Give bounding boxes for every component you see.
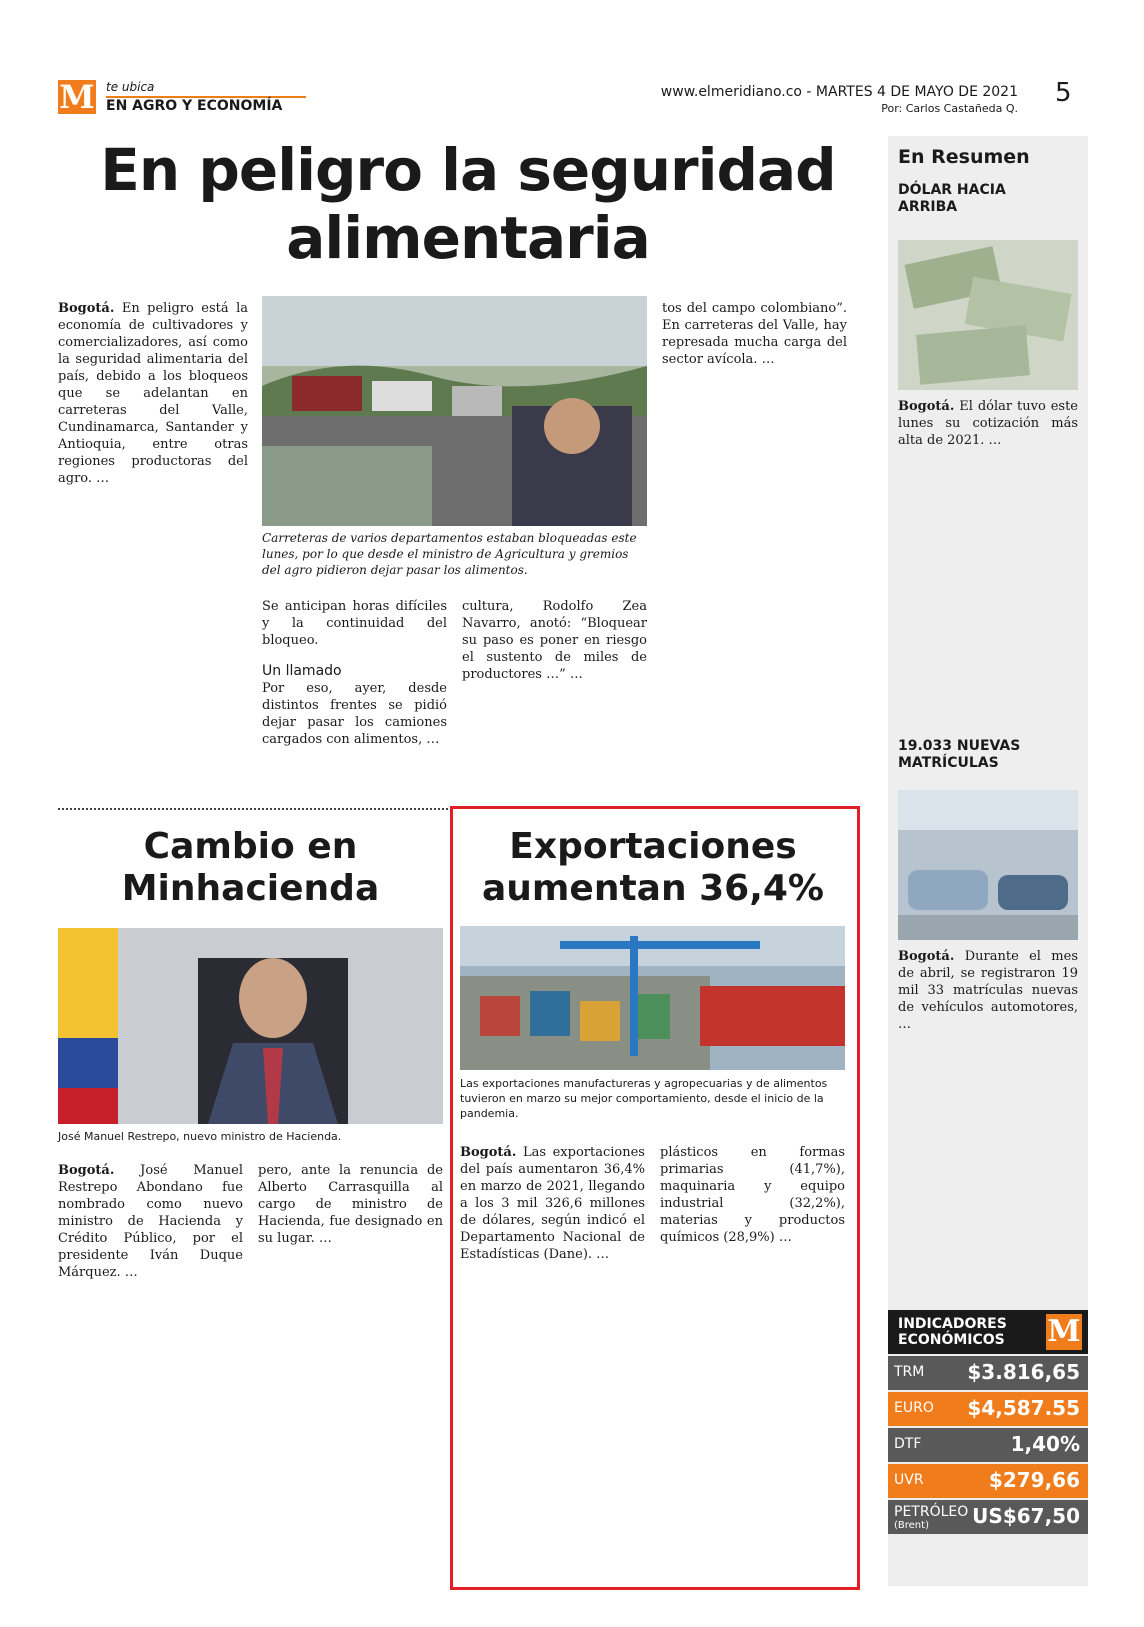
indicator-dtf (888, 1428, 1088, 1462)
site-and-date: www.elmeridiano.co - MARTES 4 DE MAYO DE 2021 (660, 84, 1018, 100)
indicator-value: $4,587.55 (967, 1396, 1080, 1420)
indicator-label: PETRÓLEO (894, 1504, 969, 1520)
indicator-label: UVR (894, 1472, 924, 1488)
minhacienda-col2: pero, ante la renuncia de Alberto Carrasquilla al cargo de ministro de Hacienda, fue designado en su lugar. … (258, 1163, 443, 1246)
indicator-value: US$67,50 (972, 1504, 1080, 1528)
exportaciones-headline-line2: aumentan 36,4% (481, 868, 825, 909)
lead-headline (58, 136, 878, 272)
exportaciones-dateline: Bogotá. (460, 1145, 517, 1160)
sidebar-item2-dateline: Bogotá. (898, 949, 955, 964)
lead-headline-line1: En peligro la seguridad (100, 136, 836, 204)
road-blockade-photo (262, 296, 647, 526)
dotted-divider (58, 808, 448, 810)
port-containers-photo (460, 926, 845, 1070)
meridiano-logo: M (59, 78, 95, 116)
lead-col1-text: En peligro está la economía de cultivadores y comercializadores, así como la seguridad alimentaria del país, debido a los bloqueos que se adelantan en carreteras del Valle, Cundinamarca, Santander y Antioquia, entre otras regiones productoras del agro. … (58, 301, 248, 486)
indicator-uvr (888, 1464, 1088, 1498)
exportaciones-col1-text: Las exportaciones del país aumentaron 36,4% en marzo de 2021, llegando a los 3 mil 326,6 millones de dólares, según indicó el Departamento Nacional de Estadísticas (Dane). … (460, 1145, 645, 1262)
section-tagline: te ubica (106, 80, 155, 94)
lead-dateline: Bogotá. (58, 301, 115, 316)
exportaciones-col1 (460, 1144, 645, 1263)
minister-photo (58, 928, 443, 1124)
exportaciones-col2: plásticos en formas primarias (41,7%), maquinaria y equipo industrial (32,2%), materias y productos químicos (28,9%) … (660, 1145, 845, 1245)
sidebar-item1-dateline: Bogotá. (898, 399, 955, 414)
sidebar-item1-text: El dólar tuvo este lunes su cotización más alta de 2021. … (898, 399, 1078, 448)
sidebar-item2-body (898, 948, 1078, 1033)
dollar-bills-photo (898, 240, 1078, 390)
lead-col4: tos del campo colombiano”. En carreteras del Valle, hay represada mucha carga del sector avícola. … (662, 301, 847, 367)
indicators-title-line2: ECONÓMICOS (898, 1332, 1005, 1348)
indicator-label: DTF (894, 1436, 922, 1452)
exportaciones-headline (458, 826, 848, 910)
indicators-title-line1: INDICADORES (898, 1316, 1007, 1332)
indicator-value: $3.816,65 (967, 1360, 1080, 1384)
sidebar-item2-text: Durante el mes de abril, se registraron 19 mil 33 matrículas nuevas de vehículos automotores, … (898, 949, 1078, 1032)
sidebar-title: En Resumen (898, 146, 1030, 168)
lead-col3: cultura, Rodolfo Zea Navarro, anotó: “Bloquear su paso es poner en riesgo el sustento de miles de productores …” … (462, 599, 647, 682)
sidebar-item1-body (898, 398, 1078, 449)
minhacienda-headline-line2: Minhacienda (121, 868, 380, 909)
lead-col2b-text: Por eso, ayer, desde distintos frentes se pidió dejar pasar los camiones cargados con alimentos, … (262, 681, 447, 747)
parking-cars-photo (898, 790, 1078, 940)
lead-headline-line2: alimentaria (286, 204, 650, 272)
exportaciones-photo-caption: Las exportaciones manufactureras y agropecuarias y de alimentos tuvieron en marzo su mejor comportamiento, desde el inicio de la pandemia. (460, 1077, 828, 1120)
indicator-label: TRM (894, 1364, 925, 1380)
indicator-label: EURO (894, 1400, 934, 1416)
indicator-petroleo (888, 1500, 1088, 1534)
lead-col2 (262, 598, 447, 748)
indicator-trm (888, 1356, 1088, 1390)
indicator-value: 1,40% (1010, 1432, 1080, 1456)
lead-subhead: Un llamado (262, 663, 342, 679)
minhacienda-col1 (58, 1162, 243, 1281)
minhacienda-photo-caption: José Manuel Restrepo, nuevo ministro de Hacienda. (58, 1130, 342, 1143)
section-name: EN AGRO Y ECONOMÍA (106, 98, 283, 114)
minhacienda-dateline: Bogotá. (58, 1163, 115, 1178)
page-number: 5 (1055, 78, 1072, 108)
indicator-euro (888, 1392, 1088, 1426)
minhacienda-headline-line1: Cambio en (143, 826, 358, 867)
lead-col2-text: Se anticipan horas difíciles y la continuidad del bloqueo. (262, 599, 447, 648)
indicators-logo: M (1047, 1314, 1081, 1349)
lead-photo-caption: Carreteras de varios departamentos estaban bloqueadas este lunes, por lo que desde el ministro de Agricultura y gremios del agro pidieron dejar pasar los alimentos. (262, 531, 637, 577)
indicator-value: $279,66 (988, 1468, 1080, 1492)
indicators-header (888, 1310, 1088, 1354)
byline: Por: Carlos Castañeda Q. (881, 102, 1018, 115)
exportaciones-headline-line1: Exportaciones (509, 826, 797, 867)
indicator-sublabel: (Brent) (894, 1520, 929, 1531)
lead-col1 (58, 300, 248, 487)
sidebar-item2-heading: 19.033 NUEVAS MATRÍCULAS (898, 738, 1021, 771)
minhacienda-col1-text: José Manuel Restrepo Abondano fue nombrado como nuevo ministro de Hacienda y Crédito Público, por el presidente Iván Duque Márquez. … (58, 1163, 243, 1280)
sidebar-item1-heading: DÓLAR HACIA ARRIBA (898, 182, 1006, 215)
minhacienda-headline (58, 826, 443, 910)
